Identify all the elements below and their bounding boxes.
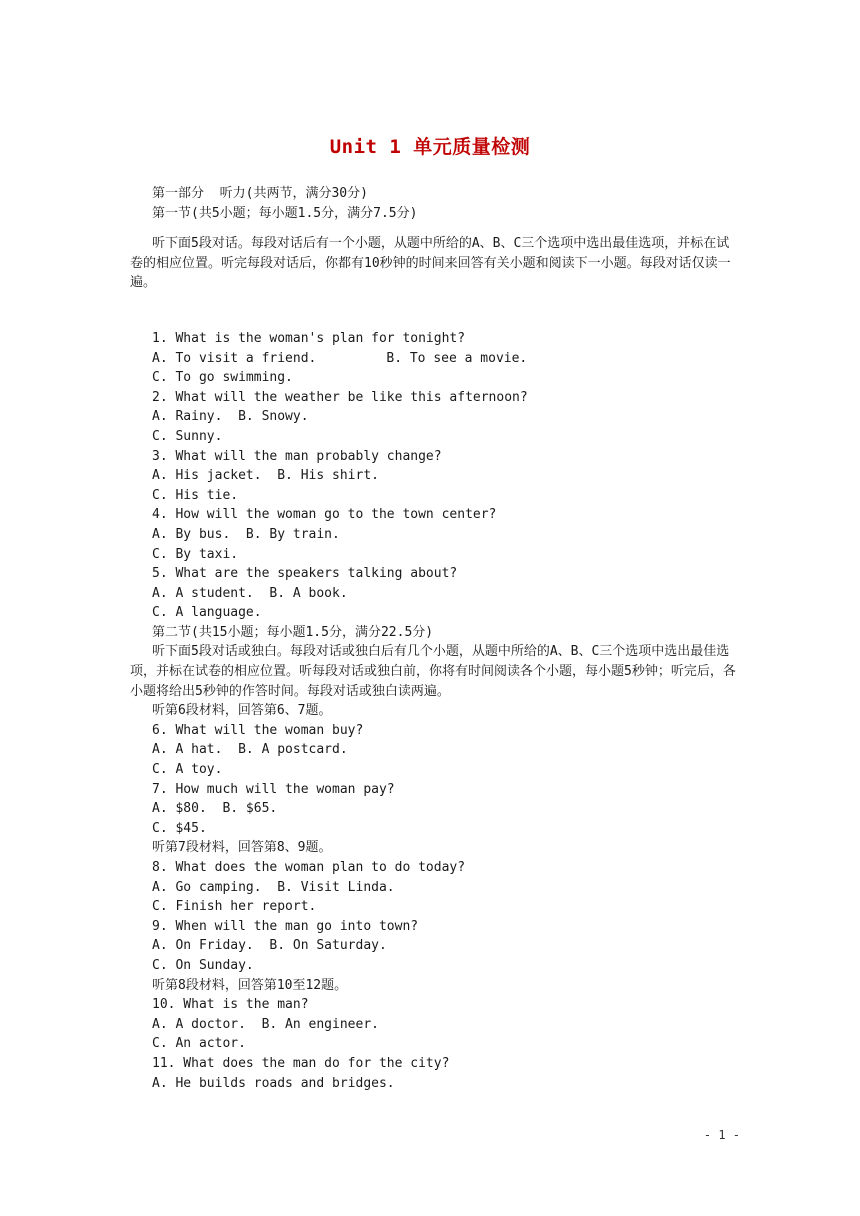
page-title: Unit 1 单元质量检测 [329, 136, 531, 158]
options-ab: A. A hat. B. A postcard. [152, 742, 348, 758]
document-body [130, 184, 742, 1093]
question-10: 10. What is the man? [152, 997, 309, 1013]
question-2: 2. What will the weather be like this afternoon? [152, 389, 528, 405]
question-3: 3. What will the man probably change? [152, 448, 442, 464]
option-c: C. His tie. [152, 487, 239, 503]
option-c: C. By taxi. [152, 546, 239, 562]
instructions: 听下面5段对话或独白。每段对话或独白后有几个小题，从题中所给的A、B、C三个选项中选出最佳选项，并标在试卷的相应位置。听每段对话或独白前，你将有时间阅读各个小题，每小题5秒钟；听完后，各小题将给出5秒钟的作答时间。每段对话或独白读两遍。 [130, 644, 736, 699]
question-6: 6. What will the woman buy? [152, 722, 364, 738]
options-ab: A. By bus. B. By train. [152, 526, 340, 542]
page-number: - 1 - [703, 1128, 740, 1142]
options-ab: A. A student. B. A book. [152, 585, 348, 601]
option-c: C. $45. [152, 820, 207, 836]
section-heading: 第一节(共5小题；每小题1.5分，满分7.5分) [152, 205, 418, 221]
question-1: 1. What is the woman's plan for tonight? [152, 330, 466, 346]
option-c: C. On Sunday. [152, 957, 254, 973]
question-9: 9. When will the man go into town? [152, 918, 419, 934]
option-a: A. To visit a friend. [152, 350, 317, 366]
question-4: 4. How will the woman go to the town center? [152, 507, 497, 523]
option-b: B. To see a movie. [386, 350, 528, 366]
material-heading: 听第7段材料，回答第8、9题。 [152, 840, 332, 856]
question-7: 7. How much will the woman pay? [152, 781, 395, 797]
material-heading: 听第8段材料，回答第10至12题。 [152, 977, 348, 993]
option-c: C. A language. [152, 605, 262, 621]
option-c: C. To go swimming. [152, 370, 293, 386]
options-ab: A. On Friday. B. On Saturday. [152, 938, 387, 954]
question-1-options [152, 349, 742, 369]
options-ab: A. Go camping. B. Visit Linda. [152, 879, 395, 895]
option-c: C. Finish her report. [152, 899, 317, 915]
option-c: C. An actor. [152, 1036, 246, 1052]
section-heading: 第二节(共15小题；每小题1.5分，满分22.5分) [152, 624, 434, 640]
material-heading: 听第6段材料，回答第6、7题。 [152, 703, 332, 719]
options-ab: A. $80. B. $65. [152, 801, 278, 817]
option-c: C. Sunny. [152, 428, 223, 444]
option-c: C. A toy. [152, 762, 223, 778]
part-heading: 第一部分 听力(共两节，满分30分) [152, 186, 368, 201]
question-8: 8. What does the woman plan to do today? [152, 860, 466, 875]
question-11: 11. What does the man do for the city? [152, 1055, 450, 1071]
question-5: 5. What are the speakers talking about? [152, 566, 458, 582]
options-ab: A. His jacket. B. His shirt. [152, 468, 379, 484]
option-a: A. He builds roads and bridges. [152, 1075, 395, 1091]
options-ab: A. Rainy. B. Snowy. [152, 409, 309, 425]
instructions: 听下面5段对话。每段对话后有一个小题，从题中所给的A、B、C三个选项中选出最佳选项，并标在试卷的相应位置。听完每段对话后，你都有10秒钟的时间来回答有关小题和阅读下一小题。每段对话仅读一遍。 [130, 236, 731, 291]
options-ab: A. A doctor. B. An engineer. [152, 1016, 379, 1032]
